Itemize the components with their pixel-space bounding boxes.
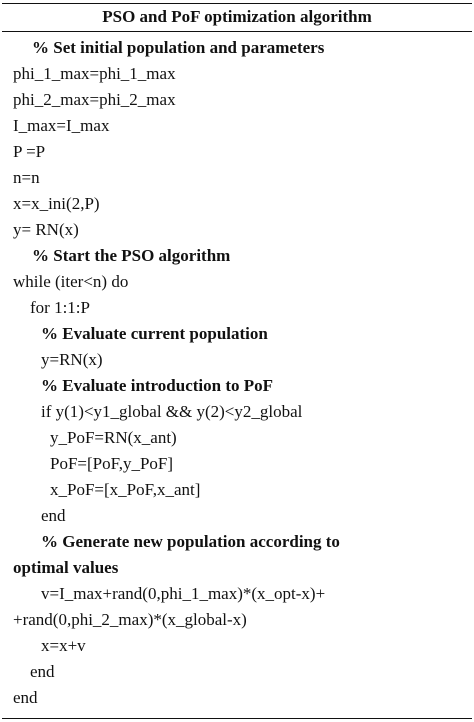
comment-line: % Evaluate current population [41, 324, 268, 343]
top-rule [2, 3, 472, 4]
code-line: end [13, 688, 38, 707]
code-line: x=x+v [41, 636, 86, 655]
code-line: I_max=I_max [13, 116, 110, 135]
code-line: phi_1_max=phi_1_max [13, 64, 176, 83]
code-line: x=x_ini(2,P) [13, 194, 100, 213]
code-line: y= RN(x) [13, 220, 79, 239]
code-line: end [41, 506, 66, 525]
code-line: while (iter<n) do [13, 272, 129, 291]
comment-line: optimal values [13, 558, 119, 577]
code-line: +rand(0,phi_2_max)*(x_global-x) [13, 610, 247, 629]
comment-line: % Start the PSO algorithm [32, 246, 231, 265]
table-title: PSO and PoF optimization algorithm [102, 7, 372, 26]
comment-line: % Set initial population and parameters [32, 38, 325, 57]
bottom-rule [2, 718, 472, 719]
code-line: y=RN(x) [41, 350, 103, 369]
code-line: v=I_max+rand(0,phi_1_max)*(x_opt-x)+ [41, 584, 326, 603]
code-line: if y(1)<y1_global && y(2)<y2_global [41, 402, 303, 421]
code-line: n=n [13, 168, 40, 187]
code-line: P =P [13, 142, 46, 161]
code-line: phi_2_max=phi_2_max [13, 90, 176, 109]
code-line: x_PoF=[x_PoF,x_ant] [50, 480, 201, 499]
code-line: end [30, 662, 55, 681]
code-line: y_PoF=RN(x_ant) [50, 428, 177, 447]
algorithm-body [13, 35, 468, 711]
comment-line: % Generate new population according to [41, 532, 340, 551]
comment-line: % Evaluate introduction to PoF [41, 376, 274, 395]
code-line: for 1:1:P [30, 298, 90, 317]
code-line: PoF=[PoF,y_PoF] [50, 454, 174, 473]
header-rule [2, 31, 472, 32]
